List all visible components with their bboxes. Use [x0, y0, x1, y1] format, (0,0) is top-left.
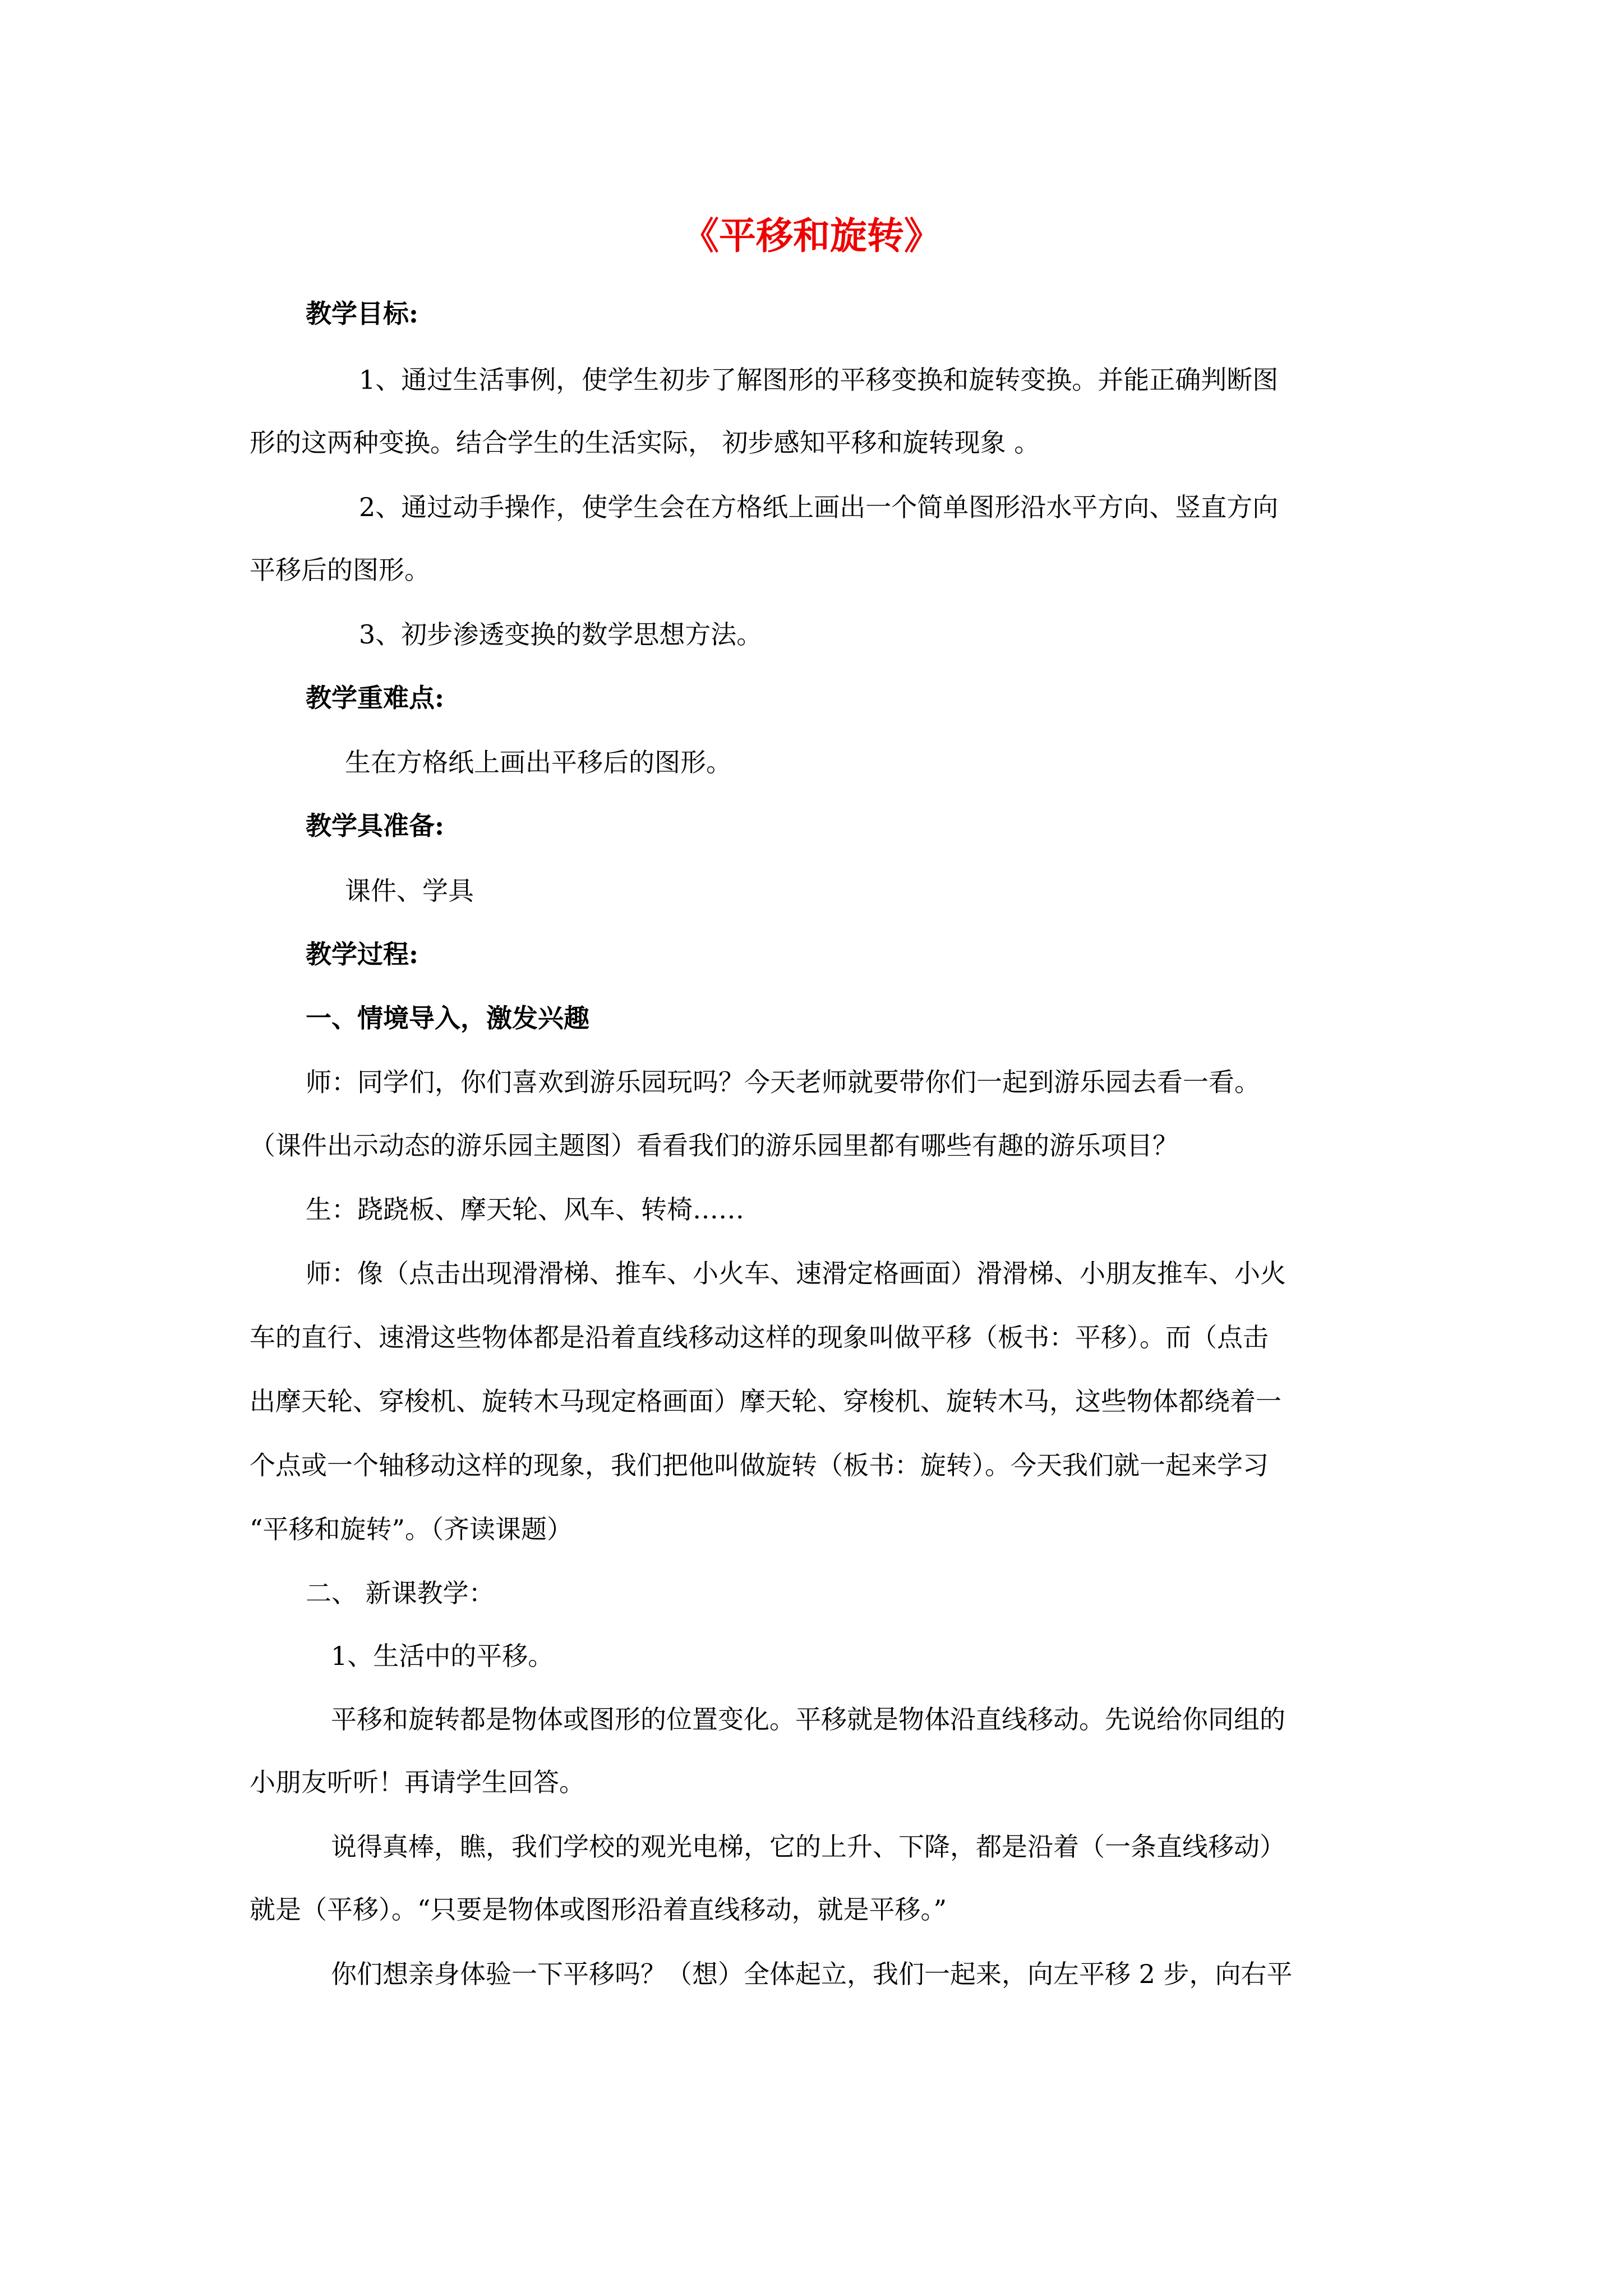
goal-3: 3、初步渗透变换的数学思想方法。	[359, 619, 763, 650]
goals-heading: 教学目标:	[306, 298, 418, 329]
paragraph-6-line-1: 你们想亲身体验一下平移吗？（想）全体起立，我们一起来，向左平移 2 步，向右平	[331, 1959, 1293, 1989]
paragraph-3-line-2: 车的直行、速滑这些物体都是沿着直线移动这样的现象叫做平移（板书：平移）。而（点击	[250, 1322, 1269, 1352]
goal-1-line-2: 形的这两种变换。结合学生的生活实际， 初步感知平移和旋转现象 。	[250, 427, 1040, 458]
paragraph-3-line-4: 个点或一个轴移动这样的现象，我们把他叫做旋转（板书：旋转）。今天我们就一起来学习	[250, 1450, 1269, 1480]
document-title: 《平移和旋转》	[682, 214, 941, 257]
part-2-heading: 二、 新课教学：	[306, 1578, 495, 1608]
paragraph-3-line-1: 师：像（点击出现滑滑梯、推车、小火车、速滑定格画面）滑滑梯、小朋友推车、小火	[306, 1258, 1286, 1289]
paragraph-4-line-1: 平移和旋转都是物体或图形的位置变化。平移就是物体沿直线移动。先说给你同组的	[331, 1704, 1285, 1734]
paragraph-1-line-2: （课件出示动态的游乐园主题图）看看我们的游乐园里都有哪些有趣的游乐项目？	[250, 1130, 1178, 1161]
materials-heading: 教学具准备:	[306, 811, 444, 841]
paragraph-5-line-2: 就是（平移）。“只要是物体或图形沿着直线移动，就是平移。”	[250, 1894, 947, 1925]
part-1-heading: 一、情境导入，激发兴趣	[306, 1003, 589, 1033]
goal-1-line-1: 1、通过生活事例，使学生初步了解图形的平移变换和旋转变换。并能正确判断图	[359, 365, 1279, 395]
paragraph-5-line-1: 说得真棒，瞧，我们学校的观光电梯，它的上升、下降，都是沿着（一条直线移动）	[331, 1832, 1285, 1862]
paragraph-4-line-2: 小朋友听听！再请学生回答。	[250, 1767, 585, 1797]
process-heading: 教学过程:	[306, 939, 418, 969]
paragraph-3-line-5: “平移和旋转”。（齐读课题）	[250, 1514, 573, 1544]
paragraph-3-line-3: 出摩天轮、穿梭机、旋转木马现定格画面）摩天轮、穿梭机、旋转木马，这些物体都绕着一	[250, 1386, 1281, 1416]
materials-text: 课件、学具	[345, 876, 474, 906]
goal-2-line-2: 平移后的图形。	[250, 555, 430, 585]
part-2-subheading-1: 1、生活中的平移。	[331, 1641, 554, 1671]
keypoints-text: 生在方格纸上画出平移后的图形。	[345, 747, 732, 777]
paragraph-1-line-1: 师：同学们，你们喜欢到游乐园玩吗？今天老师就要带你们一起到游乐园去看一看。	[306, 1067, 1260, 1097]
paragraph-2: 生：跷跷板、摩天轮、风车、转椅……	[306, 1194, 744, 1225]
keypoints-heading: 教学重难点:	[306, 683, 444, 713]
goal-2-line-1: 2、通过动手操作，使学生会在方格纸上画出一个简单图形沿水平方向、竖直方向	[359, 492, 1279, 522]
